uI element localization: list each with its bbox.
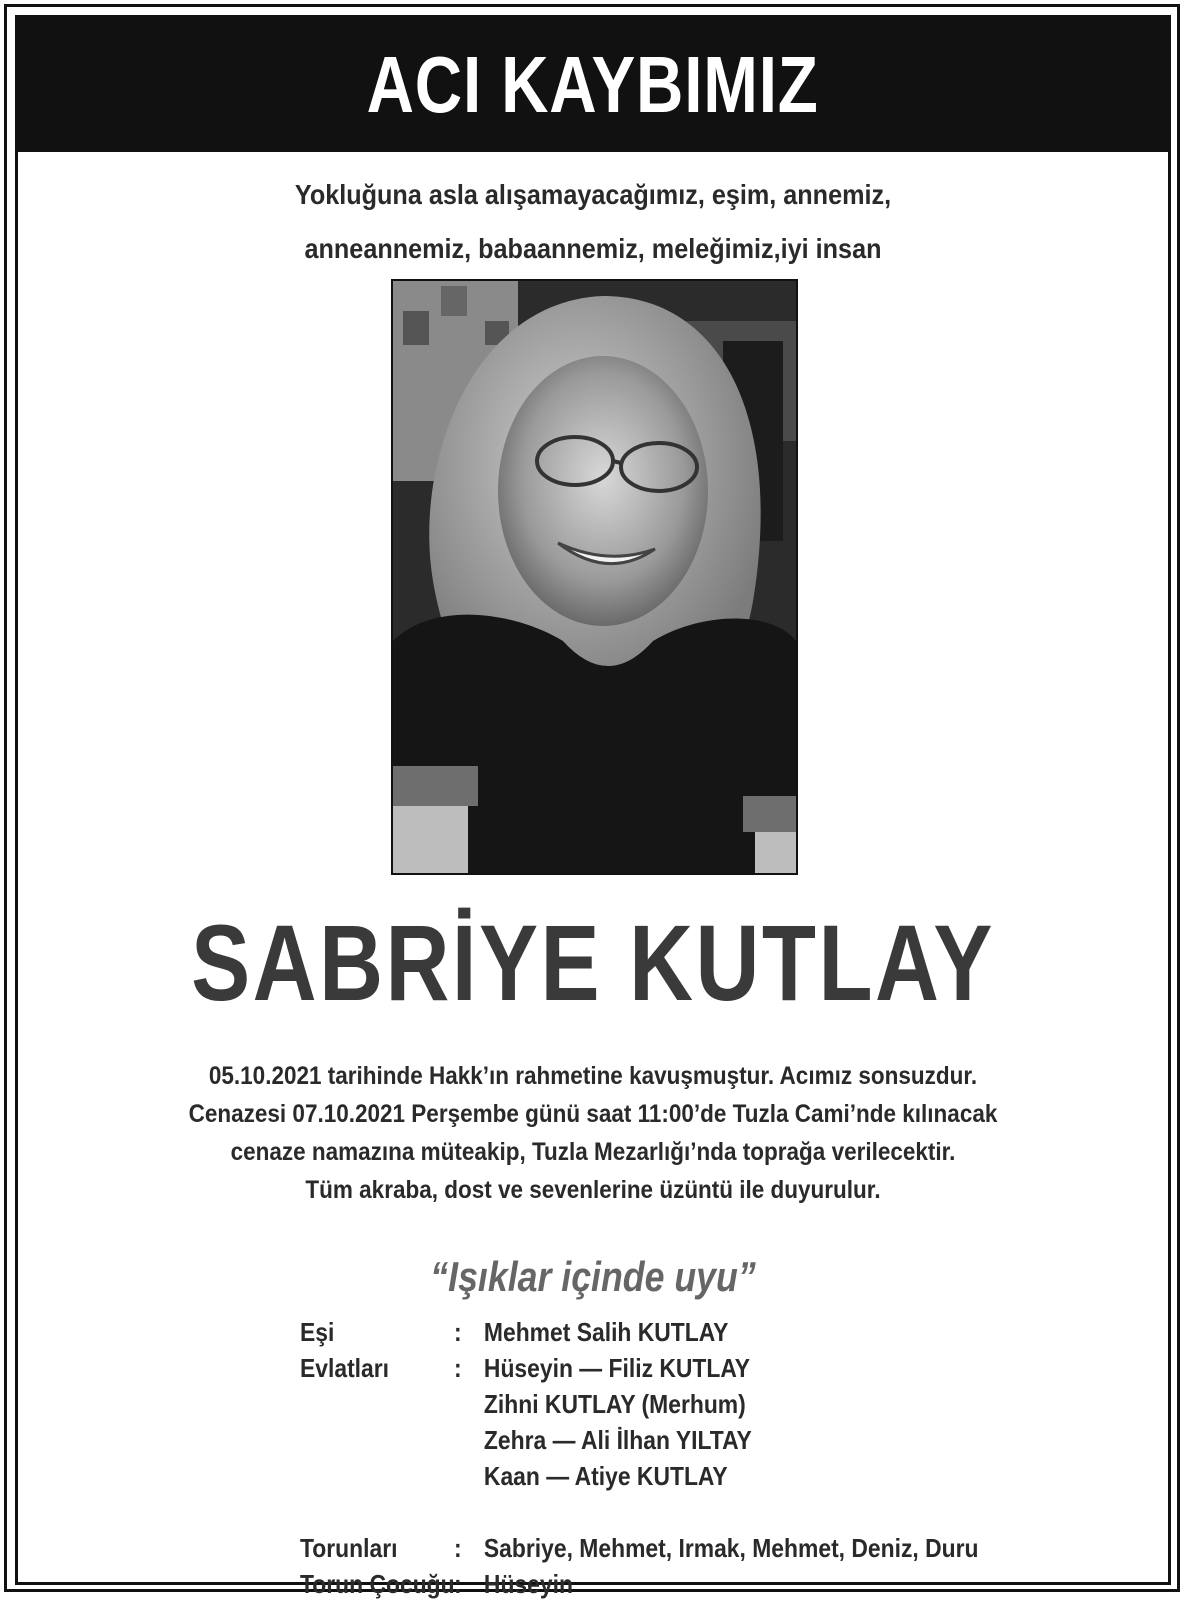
family-label: Torun Çocuğu [300, 1569, 455, 1599]
portrait-image [393, 281, 796, 873]
family-row-grandchildren [300, 1530, 979, 1566]
family-label: Eşi [300, 1317, 335, 1347]
announcement-line: 05.10.2021 tarihinde Hakk’ın rahmetine kavuşmuştur. Acımız sonsuzdur. [208, 1062, 978, 1090]
family-name: Kaan — Atiye KUTLAY [483, 1461, 728, 1491]
family-name: Zehra — Ali İlhan YILTAY [483, 1425, 752, 1455]
family-name: Mehmet Salih KUTLAY [483, 1317, 729, 1347]
subtitle-line: Yokluğuna asla alışamayacağımız, eşim, annemiz, [294, 179, 892, 210]
memorial-quote: “Işıklar içinde uyu” [430, 1253, 756, 1300]
family-row-children [300, 1350, 979, 1530]
announcement-line: Cenazesi 07.10.2021 Perşembe günü saat 11:00’de Tuzla Cami’nde kılınacak [188, 1100, 998, 1128]
family-colon: : [454, 1569, 462, 1599]
family-list [300, 1314, 979, 1602]
family-colon: : [454, 1533, 462, 1563]
family-name: Zihni KUTLAY (Merhum) [483, 1389, 746, 1419]
deceased-name: SABRİYE KUTLAY [191, 902, 995, 1023]
portrait-photo [391, 279, 798, 875]
announcement-line: cenaze namazına müteakip, Tuzla Mezarlığı’nda toprağa verilecektir. [230, 1138, 956, 1166]
family-label: Torunları [300, 1533, 398, 1563]
header-banner [18, 18, 1168, 152]
family-row-spouse [300, 1314, 979, 1350]
announcement-text [76, 1057, 1111, 1209]
family-name: Hüseyin — Filiz KUTLAY [483, 1353, 751, 1383]
subtitle-line: anneannemiz, babaannemiz, meleğimiz,iyi insan [304, 233, 882, 264]
family-row-great-grandchild [300, 1566, 979, 1602]
family-colon: : [454, 1353, 462, 1383]
subtitle [76, 168, 1111, 276]
header-title: ACI KAYBIMIZ [366, 40, 820, 129]
family-colon: : [454, 1317, 462, 1347]
family-name: Hüseyin [483, 1569, 573, 1599]
announcement-line: Tüm akraba, dost ve sevenlerine üzüntü ile duyurulur. [305, 1176, 881, 1204]
family-name: Sabriye, Mehmet, Irmak, Mehmet, Deniz, Duru [483, 1533, 979, 1563]
family-label: Evlatları [300, 1353, 390, 1383]
